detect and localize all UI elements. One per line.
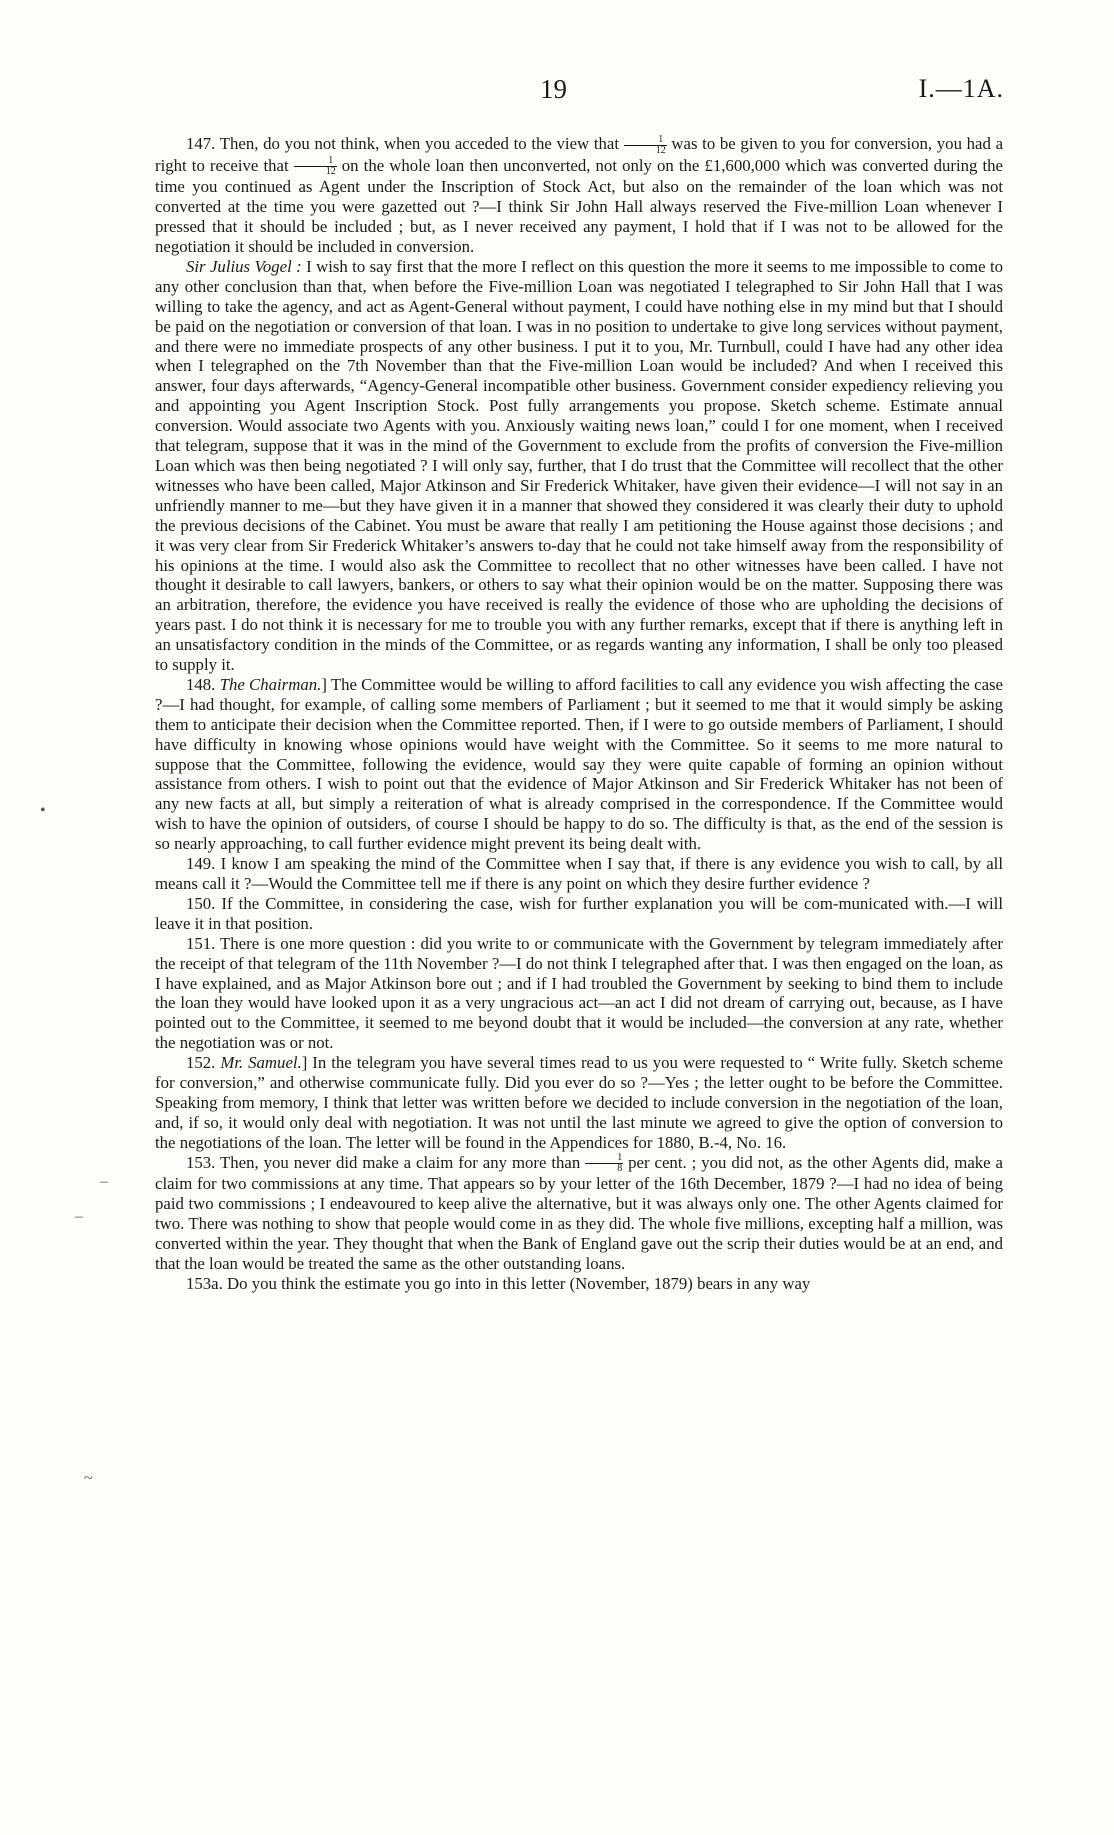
paragraph-149: [155, 854, 1003, 894]
paragraph-text: was to be given to you for conversion, you had a right to receive that: [155, 134, 1004, 175]
margin-dot-mark: •: [40, 802, 46, 819]
paragraph-text: ] In the telegram you have several times read to us you were requested to “ Write fully. Sketch scheme for conversion,” and otherwise communicate fully. Did you ever do so ?—Yes ; the letter ought to be before the Committee. Speaking from memory, I think that letter was written before we decided to include conversion in the negotiation of the loan, and, if so, it would only deal with negotiation. It was not until the last minute we agreed to give the option of conversion to the negotiations of the loan. The letter will be found in the Appendices for 1880, B.-4, No. 16.: [155, 1053, 1003, 1152]
speaker-name: Mr. Samuel.: [220, 1053, 302, 1073]
fraction-denominator: 12: [655, 144, 666, 156]
paragraph-150: [155, 894, 1003, 934]
document-reference: I.—1A.: [918, 74, 1004, 103]
paragraph-153: [155, 1153, 1003, 1274]
paragraph-text: 151. There is one more question : did you write to or communicate with the Government by telegram immediately after the receipt of that telegram of the 11th November ?—I do not think I telegraphed after that. I was then engaged on the loan, as I have explained, and as Major Atkinson bore out ; and if I had troubled the Government by seeking to bind them to include the loan they would have looked upon it as a very ungracious act—an act I did not dream of carrying out, because, as I have pointed out to the Committee, it seemed to me beyond doubt that it would be included—the conversion at any rate, whether the negotiation was or not.: [155, 933, 1003, 1053]
evidence-text: [155, 134, 1003, 1294]
margin-scribble-mark: ~: [84, 1470, 93, 1487]
speaker-name: Sir Julius Vogel :: [186, 256, 302, 276]
question-number: 153a: [186, 1273, 219, 1293]
speaker-name: The Chairman.: [219, 674, 322, 694]
question-number: 148.: [186, 674, 220, 694]
fraction-one-eighth: [585, 1153, 623, 1174]
paragraph-text: ] The Committee would be willing to afford facilities to call any evidence you wish affecting the case ?—I had thought, for example, of calling some members of Parliament ; but it seemed to me that it would simply be asking them to anticipate their decision when the Committee reported. Then, if I were to go outside members of Parliament, I should have difficulty in knowing whose opinions would have weight with the Committee. So it seems to me more natural to suppose that the Committee, following the evidence, would say they were quite capable of forming an opinion without assistance from others. I wish to point out that the evidence of Major Atkinson and Sir Frederick Whitaker has not been of any new facts at all, but simply a reiteration of what is already comprised in the correspondence. If the Committee would wish to have the opinion of outsiders, of course I should be happy to do so. The difficulty is that, as the end of the session is so nearly approaching, to call further evidence might prevent its being dealt with.: [155, 674, 1004, 854]
fraction-denominator: 12: [325, 166, 336, 178]
paragraph-text: . Do you think the estimate you go into in this letter (November, 1879) bears in any way: [218, 1273, 811, 1293]
paragraph-text: per cent. ; you did not, as the other Agents did, make a claim for two commissions at any time. That appears so by your letter of the 16th December, 1879 ?—I had no idea of being paid two commissions ; I endeavoured to keep alive the alternative, but it was always only one. The other Agents claimed for two. There was nothing to show that people would come in as they did. The whole five millions, excepting half a million, was converted within the year. They thought that when the Bank of England gave out the scrip their duties would be at an end, and that the loan would be treated the same as the other outstanding loans.: [155, 1152, 1004, 1273]
margin-dash-mark: –: [100, 1173, 108, 1190]
paragraph-151: [155, 934, 1003, 1053]
paragraph-148: [155, 675, 1003, 854]
fraction-numerator: 1: [585, 1153, 623, 1164]
fraction-numerator: 1: [624, 135, 667, 146]
paragraph-vogel-statement: [155, 257, 1003, 675]
page-header: [0, 74, 1114, 114]
paragraph-text: I wish to say first that the more I reflect on this question the more it seems to me impossible to come to any other conclusion than that, when before the Five-million Loan was negotiated I telegraphed to Sir John Hall that I was willing to take the agency, and act as Agent-General without payment, I could have nothing else in my mind but that I should be paid on the negotiation or conversion of that loan. I was in no position to undertake to give long services without payment, and there were no immediate prospects of any other business. I put it to you, Mr. Turnbull, could I have had any other idea when I telegraphed on the 7th November than that the Five-million Loan would be included? And when I received this answer, four days afterwards, “Agency-General incompatible other business. Government consider expediency relieving you and appointing you Agent Inscription Stock. Post fully arrangements you propose. Sketch scheme. Estimate annual conversion. Would associate two Agents with you. Anxiously waiting news loan,” could I for one moment, when I received that telegram, suppose that it was in the mind of the Government to exclude from the profits of conversion the Five-million Loan which was then being negotiated ? I will only say, further, that I do trust that the Committee will recollect that the other witnesses who have been called, Major Atkinson and Sir Frederick Whitaker, have given their evidence—I will not say in an unfriendly manner to me—but they have given it in a manner that showed they considered it was clearly their duty to uphold the previous decisions of the Cabinet. You must be aware that really I am petitioning the House against those decisions ; and it was very clear from Sir Frederick Whitaker’s answers to-day that he could not take himself away from the responsibility of his opinions at the time. I would also ask the Committee to recollect that no other witnesses have been called. I have not thought it desirable to call lawyers, bankers, or others to say what their opinion would be on the matter. Supposing there was an arbitration, therefore, the evidence you have received is really the evidence of those who are upholding the decisions of years past. I do not think it is necessary for me to trouble you with any further remarks, except that if there is anything left in an unsatisfactory condition in the minds of the Committee, or as regards wanting any information, I shall be only too pleased to supply it.: [155, 256, 1004, 675]
page-number: 19: [540, 74, 567, 104]
margin-dash-mark: –: [75, 1208, 83, 1225]
paragraph-152: [155, 1053, 1003, 1153]
fraction-one-twelfth: [624, 135, 667, 156]
paragraph-153a: [155, 1274, 1003, 1294]
paragraph-text: 149. I know I am speaking the mind of the Committee when I say that, if there is any evidence you wish to call, by all means call it ?—Would the Committee tell me if there is any point on which they desire further evidence ?: [155, 854, 1003, 893]
fraction-denominator: 8: [617, 1163, 623, 1175]
fraction-one-twelfth: [294, 156, 337, 177]
paragraph-text: on the whole loan then unconverted, not only on the £1,600,000 which was converted during the time you continued as Agent under the Inscription of Stock Act, but also on the remainder of the loan which was not converted at the time you were gazetted out ?—I think Sir John Hall always reserved the Five-million Loan whenever I pressed that it should be included ; but, as I never received any payment, I hold that if I was not to be allowed for the negotiation it should be included in conversion.: [155, 155, 1003, 256]
paragraph-text: 147. Then, do you not think, when you acceded to the view that: [186, 134, 624, 153]
paragraph-text: 153. Then, you never did make a claim for any more than: [186, 1152, 586, 1172]
fraction-numerator: 1: [294, 156, 337, 167]
paragraph-147: [155, 134, 1003, 257]
question-number: 152.: [186, 1053, 221, 1073]
paragraph-text: 150. If the Committee, in considering the case, wish for further explanation you will be com-municated with.—I will leave it in that position.: [155, 893, 1003, 933]
